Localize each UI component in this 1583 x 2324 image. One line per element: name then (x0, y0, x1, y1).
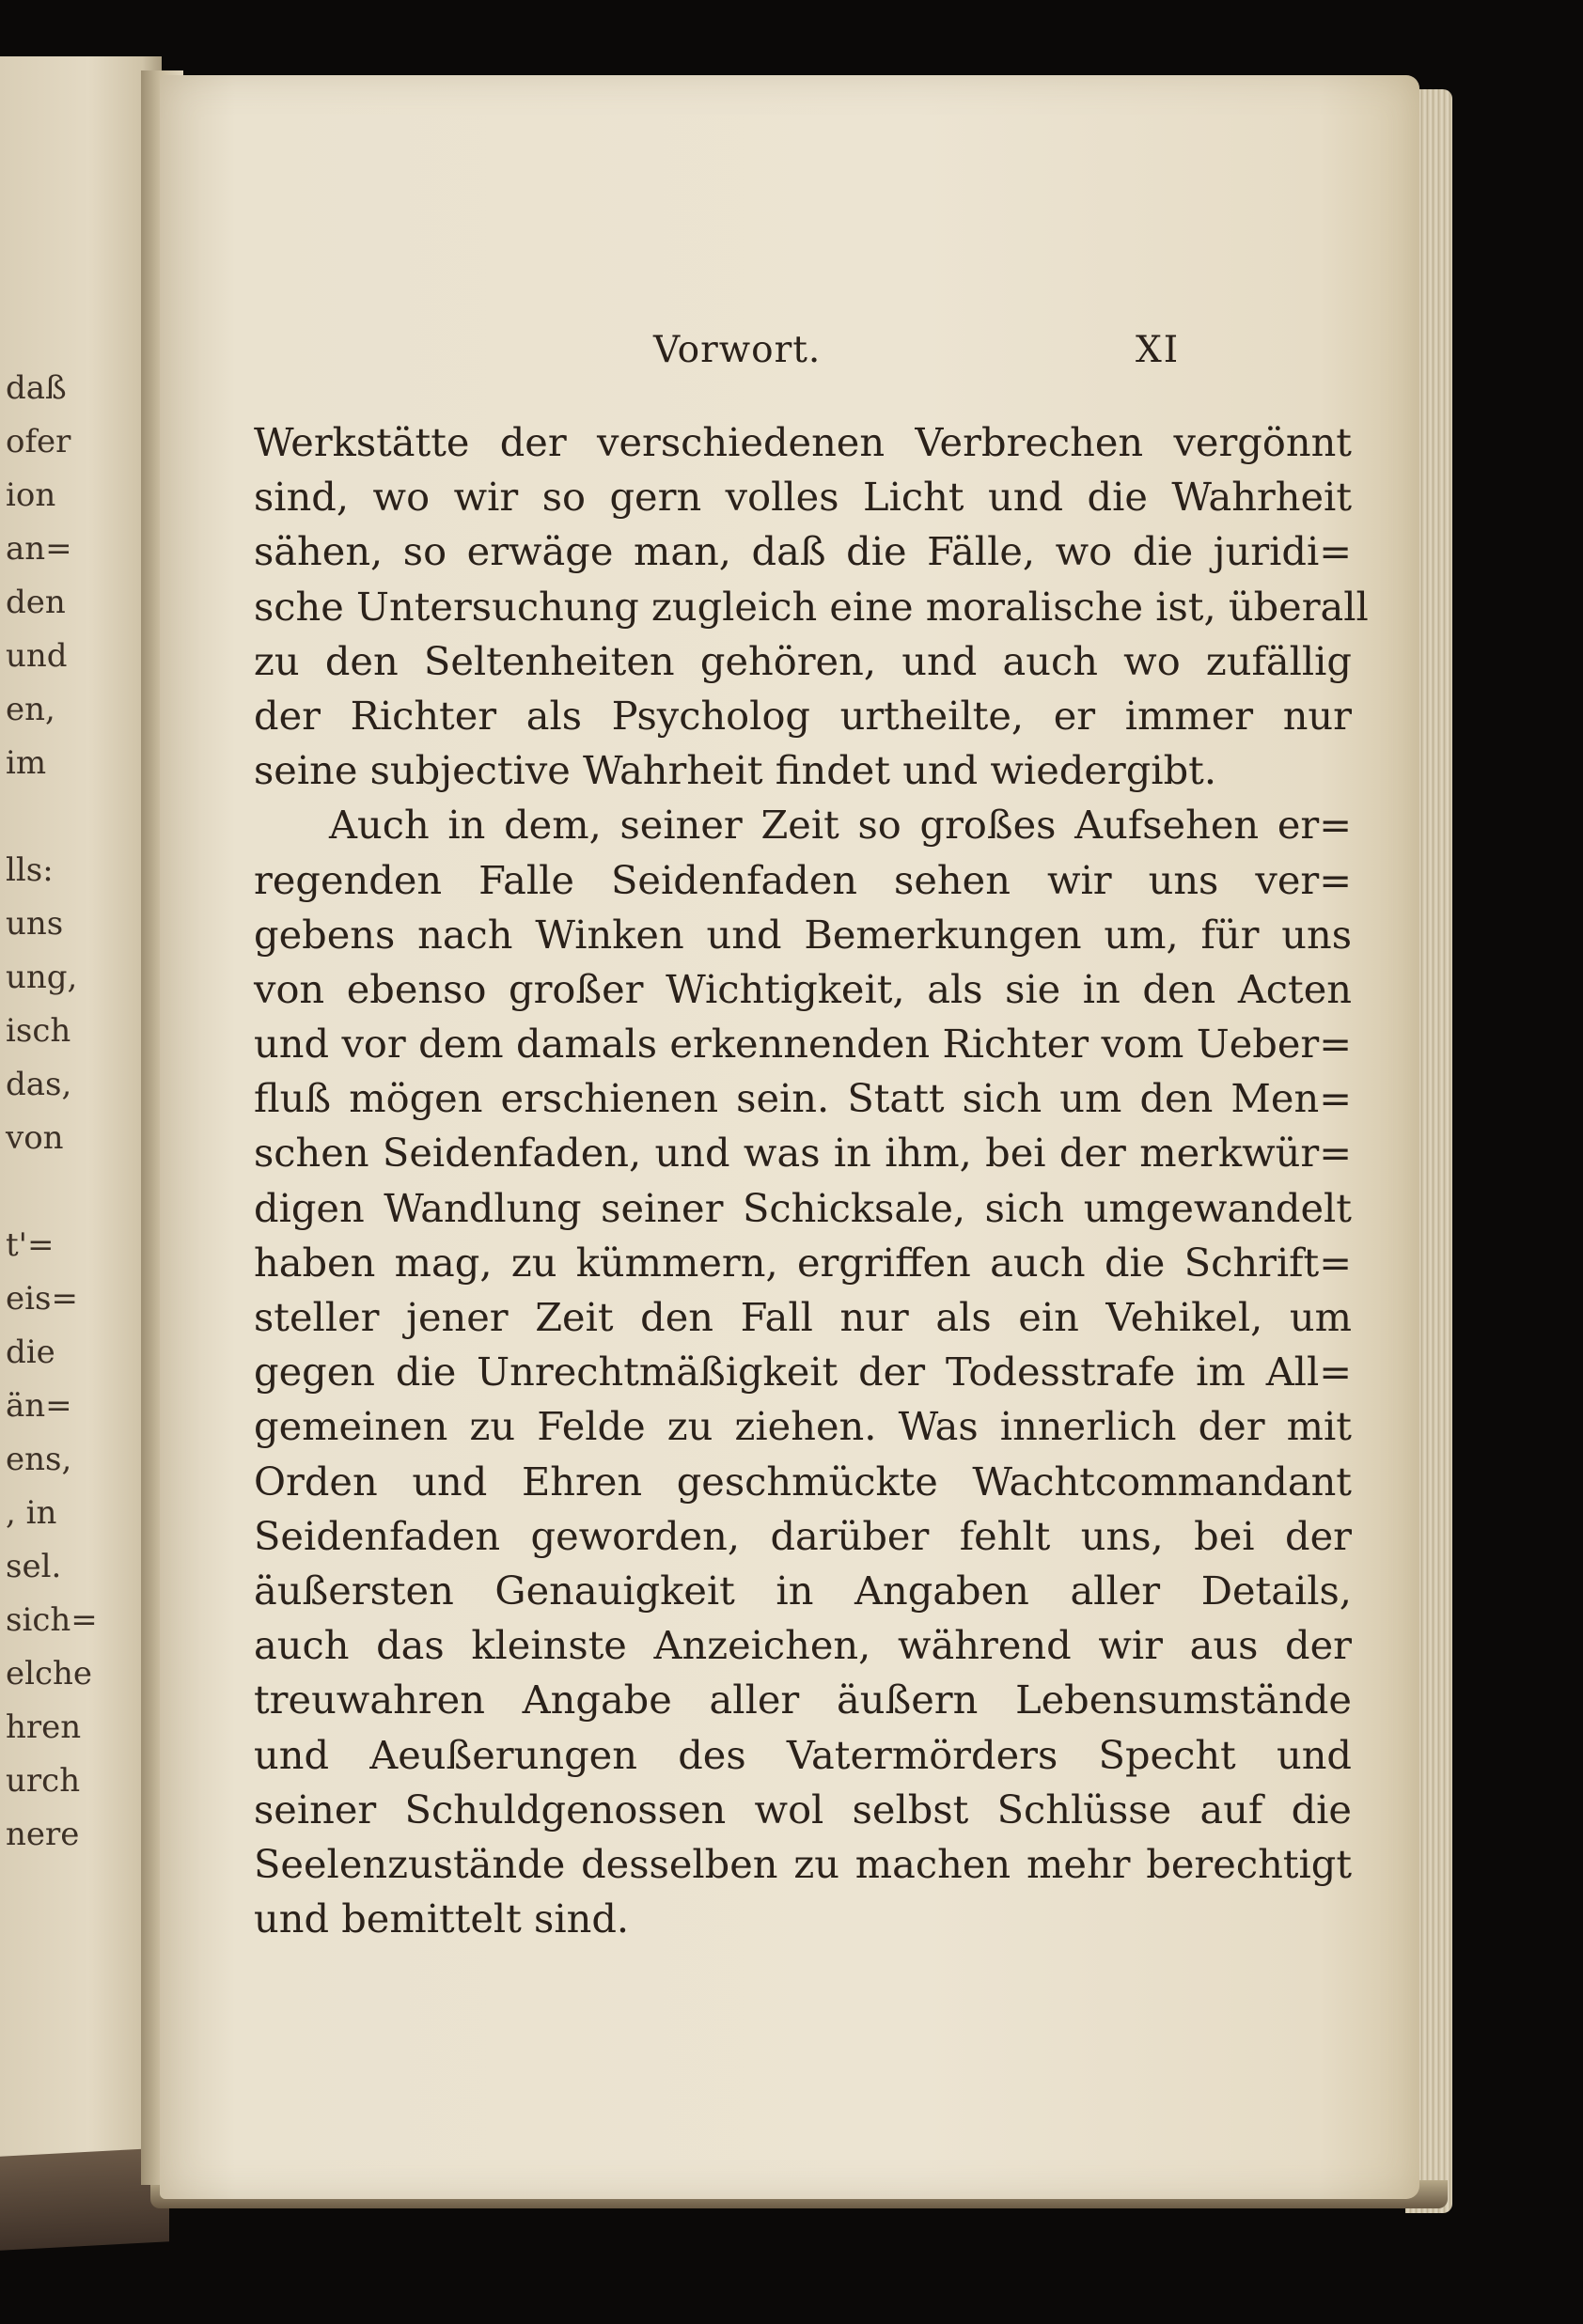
text-line: treuwahren Angabe aller äußern Lebensumstände (254, 1677, 1352, 1724)
text-line: digen Wandlung seiner Schicksale, sich umgewandelt (254, 1184, 1352, 1231)
text-line: regenden Falle Seidenfaden sehen wir uns ver= (254, 856, 1352, 903)
fragment-line: lls: (6, 851, 54, 889)
text-line: von ebenso großer Wichtigkeit, als sie in den Acten (254, 965, 1352, 1012)
text-line: gemeinen zu Felde zu ziehen. Was innerlich der mit (254, 1403, 1352, 1450)
text-line: auch das kleinste Anzeichen, während wir aus der (254, 1622, 1352, 1669)
text-line: steller jener Zeit den Fall nur als ein Vehikel, um (254, 1294, 1352, 1340)
text-line: seiner Schuldgenossen wol selbst Schlüsse auf die (254, 1786, 1352, 1833)
text-line: haben mag, zu kümmern, ergriffen auch die Schrift= (254, 1239, 1352, 1286)
fragment-line: und (6, 637, 68, 675)
fragment-line: an= (6, 530, 72, 568)
fragment-line: elche (6, 1655, 93, 1692)
fragment-line: en, (6, 691, 55, 728)
running-head: Vorwort. (653, 329, 822, 371)
text-line: Seidenfaden geworden, darüber fehlt uns, bei der (254, 1512, 1352, 1559)
text-line: schen Seidenfaden, und was in ihm, bei der merkwür= (254, 1130, 1352, 1177)
fragment-line: t'= (6, 1226, 55, 1264)
fragment-line: die (6, 1334, 55, 1371)
body-text (254, 415, 1369, 1946)
fragment-line: uns (6, 905, 64, 943)
fragment-line (6, 790, 62, 844)
text-line: sind, wo wir so gern volles Licht und die Wahrheit (254, 474, 1352, 521)
fragment-line: , in (6, 1494, 57, 1532)
text-line: Seelenzustände desselben zu machen mehr berechtigt (254, 1840, 1352, 1887)
fragment-line: den (6, 584, 66, 621)
current-page (160, 75, 1419, 2199)
fragment-line: nere (6, 1816, 80, 1853)
page-number: XI (1136, 329, 1181, 371)
text-line: sähen, so erwäge man, daß die Fälle, wo die juridi= (254, 528, 1352, 575)
text-line: fluß mögen erschienen sein. Statt sich um den Men= (254, 1075, 1352, 1122)
fragment-line: sel. (6, 1548, 62, 1585)
fragment-line: isch (6, 1012, 71, 1050)
paragraph-first-line: Auch in dem, seiner Zeit so großes Aufsehen er= (329, 802, 1352, 849)
text-line: der Richter als Psycholog urtheilte, er immer nur (254, 692, 1352, 739)
paragraph-last-line: seine subjective Wahrheit findet und wiedergibt. (254, 747, 1217, 794)
fragment-line: von (6, 1119, 64, 1157)
fragment-line: ofer (6, 423, 71, 460)
text-line: gegen die Unrechtmäßigkeit der Todesstrafe im All= (254, 1349, 1352, 1396)
text-line: gebens nach Winken und Bemerkungen um, für uns (254, 911, 1352, 958)
text-line: Werkstätte der verschiedenen Verbrechen vergönnt (254, 419, 1352, 465)
fragment-line: eis= (6, 1280, 78, 1318)
fragment-line (6, 1165, 62, 1219)
fragment-line: än= (6, 1387, 72, 1425)
text-line: und Aeußerungen des Vatermörders Specht und (254, 1731, 1352, 1778)
fragment-line: urch (6, 1762, 81, 1800)
paragraph-last-line: und bemittelt sind. (254, 1895, 630, 1942)
fragment-line: im (6, 744, 47, 782)
previous-page-text (6, 362, 98, 1862)
fragment-line: ung, (6, 959, 78, 996)
fragment-line: das, (6, 1066, 72, 1103)
text-line: zu den Seltenheiten gehören, und auch wo zufällig (254, 637, 1352, 684)
text-line: äußersten Genauigkeit in Angaben aller Details, (254, 1567, 1352, 1614)
text-line: Orden und Ehren geschmückte Wachtcommandant (254, 1458, 1352, 1505)
fragment-line: hren (6, 1708, 82, 1746)
text-line: sche Untersuchung zugleich eine moralische ist, überall (254, 583, 1369, 630)
text-line: und vor dem damals erkennenden Richter vom Ueber= (254, 1021, 1352, 1068)
fragment-line: sich= (6, 1601, 98, 1639)
fragment-line: ion (6, 476, 56, 514)
fragment-line: daß (6, 369, 67, 407)
page-header (160, 320, 1419, 376)
fragment-line: ens, (6, 1441, 72, 1478)
